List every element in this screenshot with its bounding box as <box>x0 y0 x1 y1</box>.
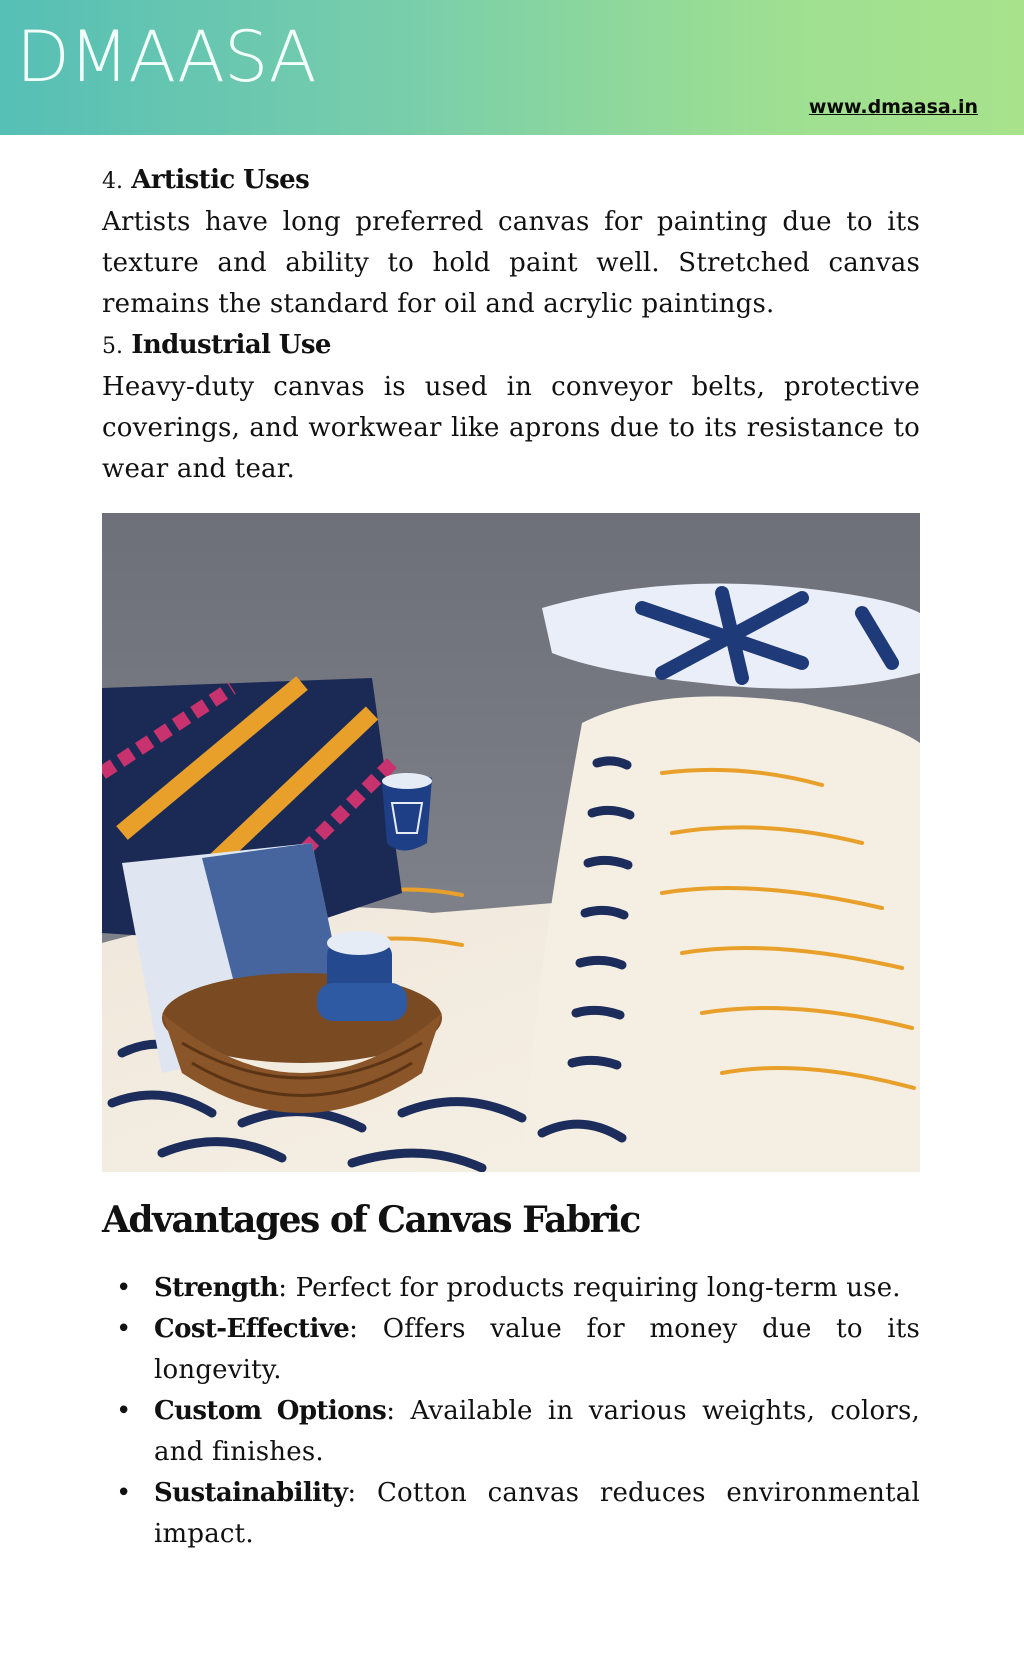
list-item <box>102 1268 920 1309</box>
advantage-text: : Cotton canvas reduces environmental impact. <box>154 1478 920 1549</box>
item-title: Industrial Use <box>131 330 331 360</box>
item-title: Artistic Uses <box>131 165 310 195</box>
advantage-text: : Available in various weights, colors, and finishes. <box>154 1396 920 1467</box>
bullet-icon: • <box>116 1273 132 1303</box>
item-number: 4. <box>102 169 123 194</box>
bullet-icon: • <box>116 1396 132 1426</box>
advantage-term: Custom Options <box>154 1396 387 1426</box>
advantage-text: : Perfect for products requiring long-term use. <box>278 1273 901 1303</box>
tie-dye-textiles-photo <box>102 513 920 1172</box>
brand-logo: DMAASA <box>16 16 316 98</box>
industrial-use-heading <box>102 325 920 367</box>
advantage-text: : Offers value for money due to its longevity. <box>154 1314 920 1385</box>
list-item <box>102 1473 920 1555</box>
website-link[interactable]: www.dmaasa.in <box>808 96 978 118</box>
advantage-term: Strength <box>154 1273 279 1303</box>
section-title: Advantages of Canvas Fabric <box>102 1199 640 1241</box>
list-item <box>102 1309 920 1391</box>
artistic-uses-heading <box>102 160 920 202</box>
advantages-list <box>102 1268 920 1555</box>
advantage-term: Cost-Effective <box>154 1314 350 1344</box>
artistic-uses-text: Artists have long preferred canvas for painting due to its texture and ability to hold paint well. Stretched canvas remains the standard for oil and acrylic paintings. <box>102 207 920 319</box>
uses-section <box>102 160 920 490</box>
industrial-use-text: Heavy-duty canvas is used in conveyor belts, protective coverings, and workwear like aprons due to its resistance to wear and tear. <box>102 372 920 484</box>
item-number: 5. <box>102 334 123 359</box>
bullet-icon: • <box>116 1478 132 1508</box>
bullet-icon: • <box>116 1314 132 1344</box>
advantage-term: Sustainability <box>154 1478 348 1508</box>
list-item <box>102 1391 920 1473</box>
page-header <box>0 0 1024 135</box>
